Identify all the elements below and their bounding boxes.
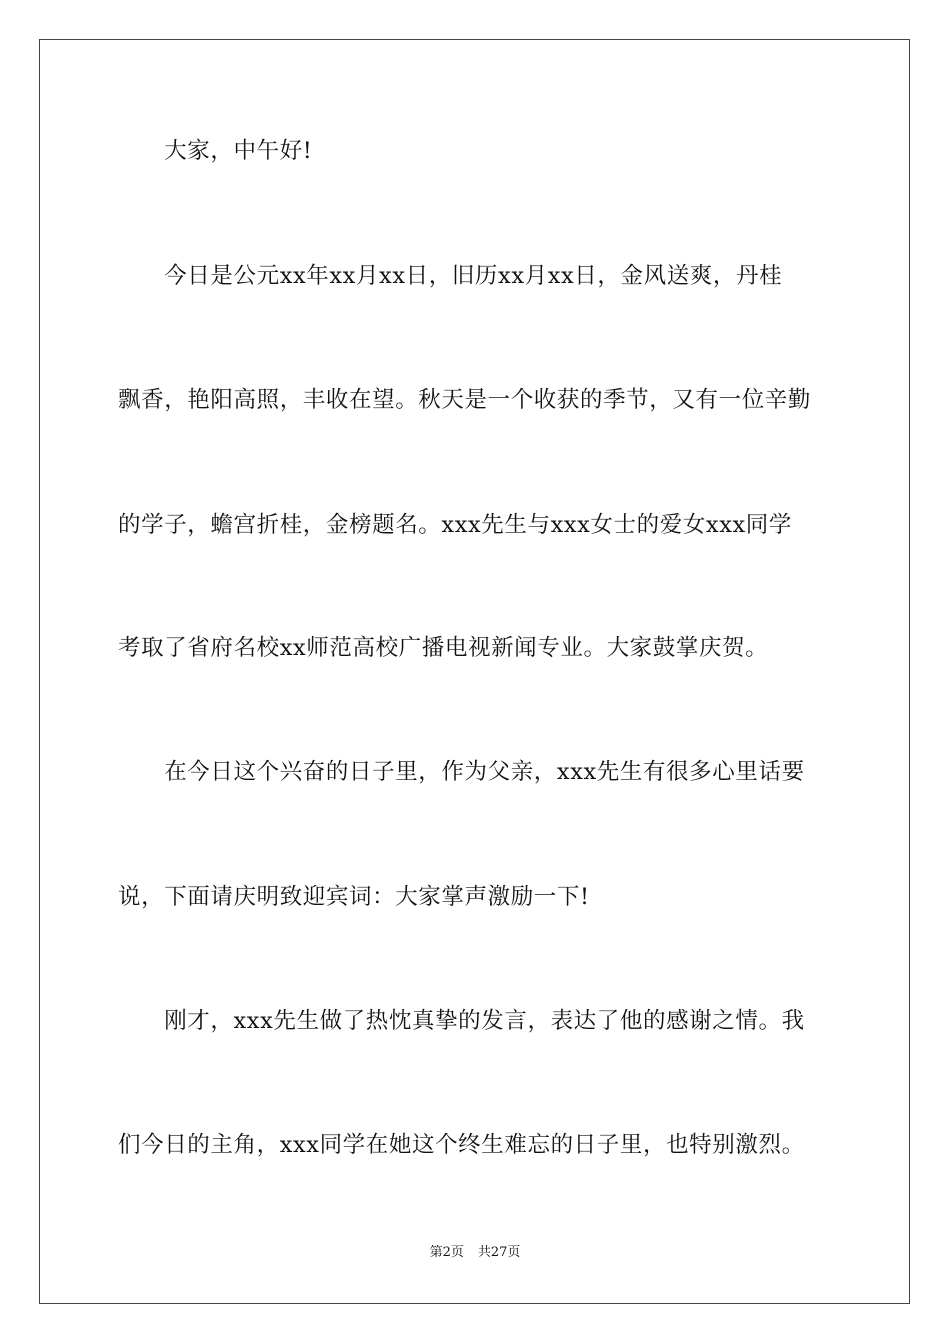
- text-line: 说，下面请庆明致迎宾词：大家掌声激励一下!: [118, 884, 590, 910]
- page-number: 第2页: [429, 1245, 464, 1260]
- text-line: 刚才，xxx先生做了热忱真挚的发言，表达了他的感谢之情。我: [118, 1008, 805, 1034]
- text-line: 的学子，蟾宫折桂，金榜题名。xxx先生与xxx女士的爱女xxx同学: [118, 512, 793, 538]
- text-line: 们今日的主角，xxx同学在她这个终生难忘的日子里，也特别激烈。: [118, 1132, 805, 1158]
- text-line: 在今日这个兴奋的日子里，作为父亲，xxx先生有很多心里话要: [118, 759, 805, 785]
- page-total: 共27页: [477, 1245, 521, 1260]
- page-border: [39, 39, 910, 1304]
- text-line: 飘香，艳阳高照，丰收在望。秋天是一个收获的季节，又有一位辛勤: [118, 387, 812, 413]
- text-line: 考取了省府名校xx师范高校广播电视新闻专业。大家鼓掌庆贺。: [118, 635, 769, 661]
- text-line: 大家，中午好!: [118, 138, 313, 164]
- page-footer: [0, 1244, 950, 1262]
- text-line: 今日是公元xx年xx月xx日，旧历xx月xx日，金风送爽，丹桂: [118, 263, 783, 289]
